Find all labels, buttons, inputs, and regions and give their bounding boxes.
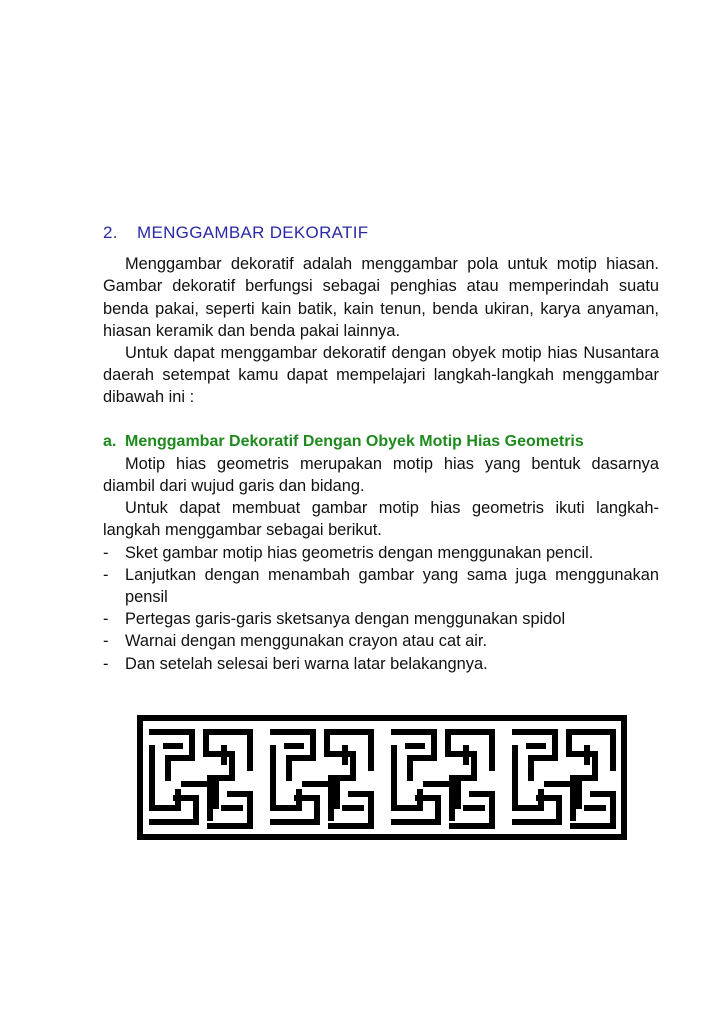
dash-bullet: - xyxy=(103,543,109,562)
motif-units-group xyxy=(152,732,613,826)
step-text: Dan setelah selesai beri warna latar belakangnya. xyxy=(125,654,488,673)
motif-unit xyxy=(273,732,371,826)
motif-line xyxy=(152,732,192,778)
list-item xyxy=(103,630,659,652)
motif-line xyxy=(327,732,371,768)
step-text: Pertegas garis-garis sketsanya dengan menggunakan spidol xyxy=(125,610,566,629)
dash-bullet: - xyxy=(103,632,109,651)
section-heading xyxy=(103,222,659,244)
motif-line xyxy=(448,732,492,768)
motif-line xyxy=(569,732,613,768)
dash-bullet: - xyxy=(103,610,109,629)
intro-paragraph-1: Menggambar dekoratif adalah menggambar pola untuk motip hiasan. Gambar dekoratif berfungsi sebagai penghias atau memperindah suatu benda pakai, seperti kain batik, kain tenun, benda ukiran, karya anyaman, hiasan keramik dan benda pakai lainnya. xyxy=(103,255,659,340)
step-text: Warnai dengan menggunakan crayon atau cat air. xyxy=(125,632,488,651)
section-number: 2. xyxy=(103,223,118,242)
geometric-meander-motif-figure xyxy=(137,715,627,840)
motif-unit xyxy=(394,732,492,826)
dash-bullet: - xyxy=(103,654,109,673)
intro-paragraph-2: Untuk dapat menggambar dekoratif dengan obyek motip hias Nusantara daerah setempat kamu dapat mempelajari langkah-langkah menggambar dibawah ini : xyxy=(103,344,659,407)
spacer xyxy=(103,409,659,431)
motif-unit xyxy=(152,732,250,826)
steps-list xyxy=(103,542,659,675)
motif-line xyxy=(273,732,313,778)
list-item xyxy=(103,608,659,630)
subsection-paragraph-1: Motip hias geometris merupakan motip hias yang bentuk dasarnya diambil dari wujud garis dan bidang. xyxy=(103,454,659,496)
list-item xyxy=(103,564,659,608)
list-item xyxy=(103,542,659,564)
page-content xyxy=(103,222,659,675)
subsection-title: Menggambar Dekoratif Dengan Obyek Motip Hias Geometris xyxy=(125,432,584,450)
step-text: Sket gambar motip hias geometris dengan menggunakan pencil. xyxy=(125,543,594,562)
motif-unit xyxy=(515,732,613,826)
list-item xyxy=(103,653,659,675)
dash-bullet: - xyxy=(103,565,109,584)
motif-line xyxy=(394,732,434,778)
subsection-letter: a. xyxy=(103,432,117,450)
motif-line xyxy=(206,732,250,768)
subsection-heading xyxy=(103,431,659,453)
section-title: MENGGAMBAR DEKORATIF xyxy=(137,223,369,242)
subsection-paragraph-2: Untuk dapat membuat gambar motip hias geometris ikuti langkah-langkah menggambar sebagai berikut. xyxy=(103,499,659,540)
motif-line xyxy=(515,732,555,778)
step-text: Lanjutkan dengan menambah gambar yang sama juga menggunakan pensil xyxy=(125,565,659,607)
